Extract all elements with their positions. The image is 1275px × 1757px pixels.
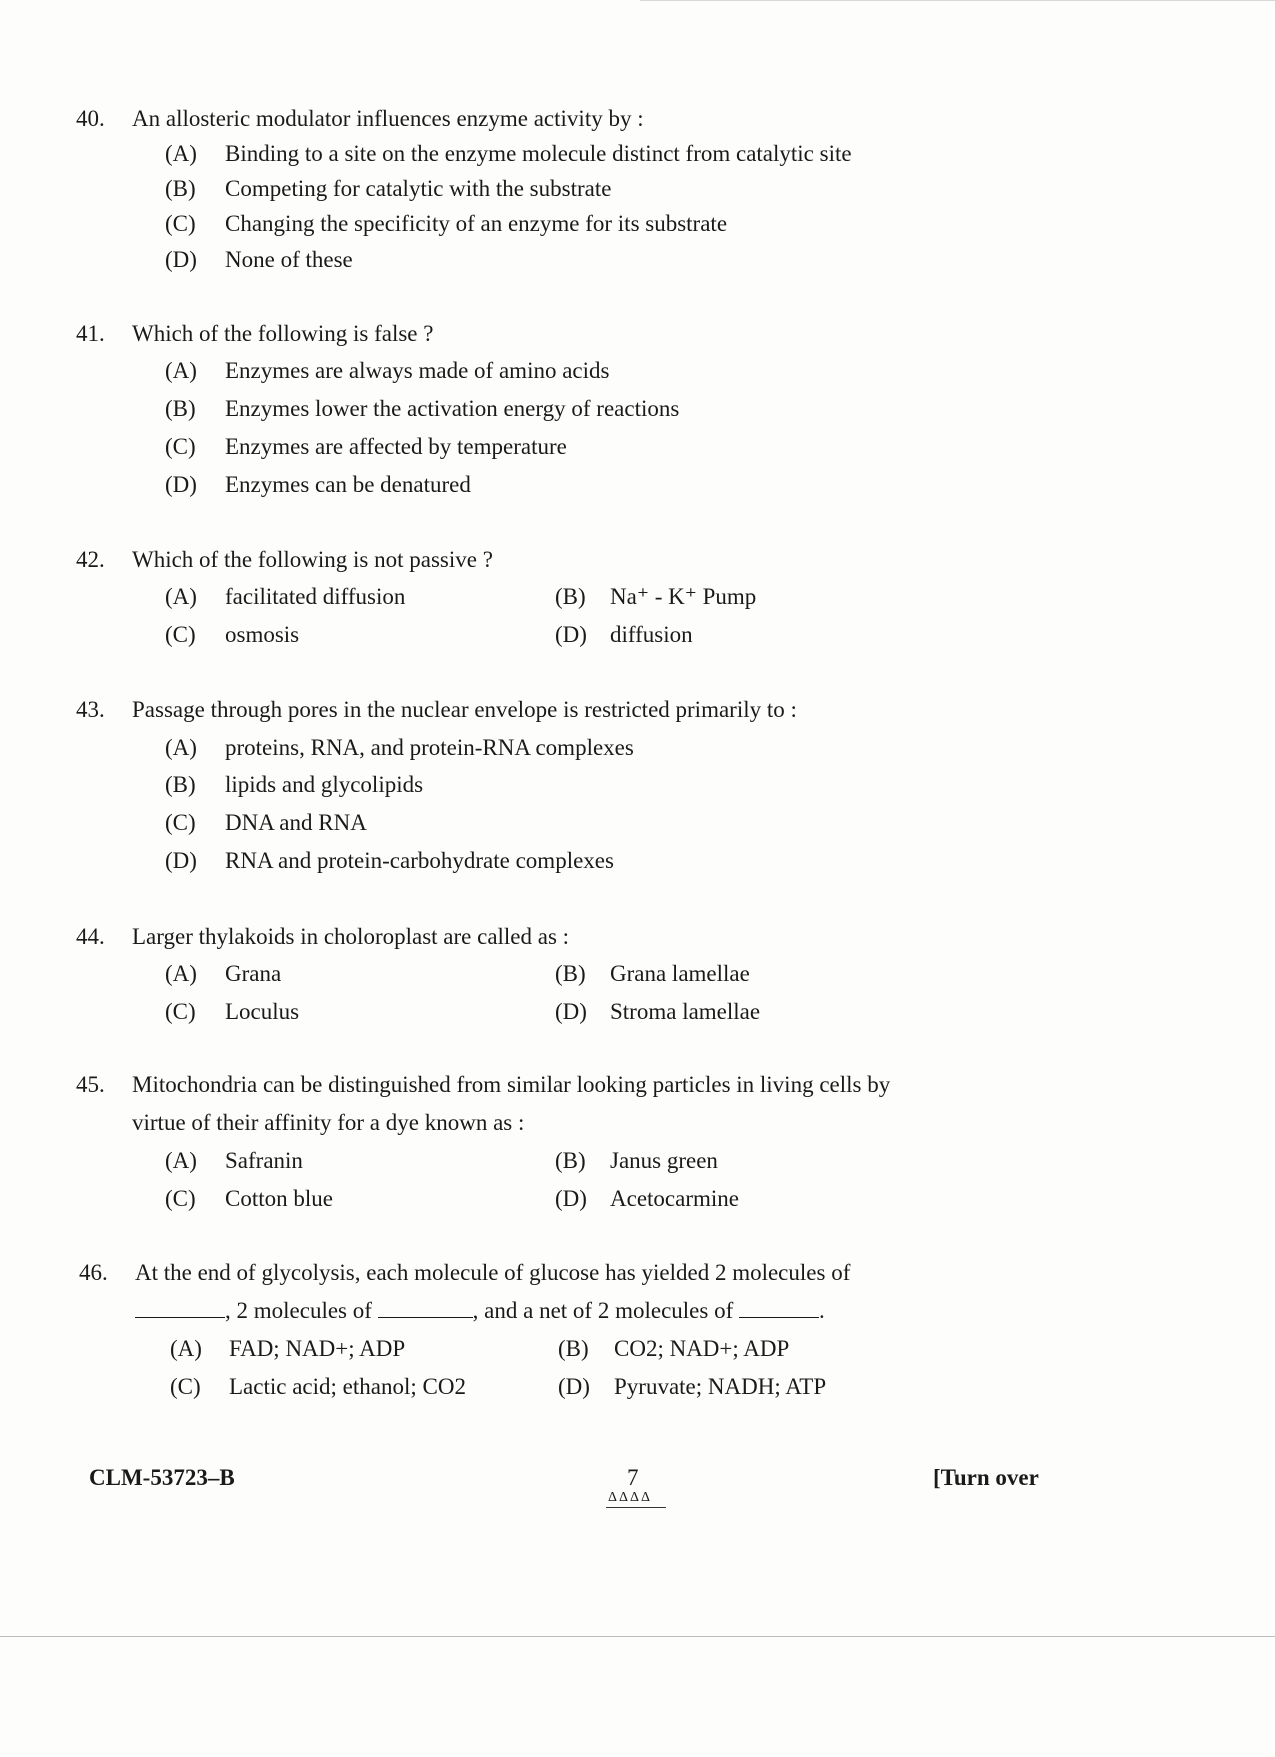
option-text: RNA and protein-carbohydrate complexes: [225, 848, 614, 873]
answer-blank: [135, 1299, 225, 1318]
question-text: At the end of glycolysis, each molecule of glucose has yielded 2 molecules of: [135, 1260, 851, 1285]
option-label: (C): [165, 622, 196, 647]
question-number: 41.: [76, 321, 105, 346]
option-text: Changing the specificity of an enzyme for its substrate: [225, 211, 728, 236]
option-text: Janus green: [610, 1148, 718, 1173]
option-text: osmosis: [225, 622, 300, 647]
option-label: (B): [165, 772, 196, 797]
option-label: (C): [170, 1374, 201, 1399]
option-label: (D): [165, 247, 197, 272]
option-text: Safranin: [225, 1148, 303, 1173]
question-text: , and a net of 2 molecules of: [472, 1298, 734, 1323]
option-label: (A): [165, 584, 197, 609]
page-marks: ΔΔΔΔ: [608, 1490, 653, 1505]
question-text-line2: [135, 1299, 825, 1322]
option-label: (B): [558, 1336, 589, 1361]
option-label: (A): [170, 1336, 202, 1361]
question-number: 42.: [76, 547, 105, 572]
option-text: proteins, RNA, and protein-RNA complexes: [225, 735, 634, 760]
page-marks-underline: [606, 1507, 666, 1508]
option-text: diffusion: [610, 622, 693, 647]
page-number: 7: [627, 1465, 639, 1490]
option-text: Acetocarmine: [610, 1186, 739, 1211]
option-label: (D): [555, 622, 587, 647]
question-text: .: [819, 1298, 825, 1323]
question-number: 45.: [76, 1072, 105, 1097]
question-text: , 2 molecules of: [225, 1298, 372, 1323]
question-number: 44.: [76, 924, 105, 949]
option-text: DNA and RNA: [225, 810, 367, 835]
option-label: (D): [555, 999, 587, 1024]
option-text: FAD; NAD+; ADP: [229, 1336, 406, 1361]
page-bottom-rule: [0, 1636, 1275, 1637]
answer-blank: [378, 1299, 473, 1318]
option-text: None of these: [225, 247, 353, 272]
option-label: (C): [165, 211, 196, 236]
question-number: 40.: [76, 106, 105, 131]
option-text: CO2; NAD+; ADP: [614, 1336, 790, 1361]
option-label: (B): [555, 961, 586, 986]
option-label: (A): [165, 961, 197, 986]
option-label: (C): [165, 999, 196, 1024]
question-text: Passage through pores in the nuclear envelope is restricted primarily to :: [132, 697, 797, 722]
option-text: Grana lamellae: [610, 961, 750, 986]
option-label: (D): [165, 472, 197, 497]
option-label: (B): [555, 1148, 586, 1173]
option-text: facilitated diffusion: [225, 584, 406, 609]
option-text: Enzymes lower the activation energy of reactions: [225, 396, 680, 421]
paper-code: CLM-53723–B: [89, 1465, 235, 1490]
option-label: (B): [555, 584, 586, 609]
option-text: Enzymes can be denatured: [225, 472, 471, 497]
option-label: (A): [165, 735, 197, 760]
option-label: (B): [165, 176, 196, 201]
option-text: Lactic acid; ethanol; CO2: [229, 1374, 466, 1399]
question-text: Which of the following is false ?: [132, 321, 434, 346]
option-text: Grana: [225, 961, 282, 986]
option-text: Na⁺ - K⁺ Pump: [610, 584, 757, 609]
option-label: (A): [165, 141, 197, 166]
option-label: (C): [165, 810, 196, 835]
question-text: Mitochondria can be distinguished from similar looking particles in living cells by: [132, 1072, 891, 1097]
option-text: Enzymes are always made of amino acids: [225, 358, 610, 383]
question-number: 46.: [79, 1260, 108, 1285]
question-text: virtue of their affinity for a dye known as :: [132, 1110, 525, 1135]
option-label: (C): [165, 1186, 196, 1211]
option-label: (C): [165, 434, 196, 459]
option-text: Enzymes are affected by temperature: [225, 434, 567, 459]
option-text: Competing for catalytic with the substrate: [225, 176, 612, 201]
option-label: (A): [165, 358, 197, 383]
answer-blank: [739, 1299, 819, 1318]
option-label: (B): [165, 396, 196, 421]
option-text: Loculus: [225, 999, 300, 1024]
question-text: Which of the following is not passive ?: [132, 547, 493, 572]
question-number: 43.: [76, 697, 105, 722]
option-text: Binding to a site on the enzyme molecule distinct from catalytic site: [225, 141, 852, 166]
option-text: Stroma lamellae: [610, 999, 761, 1024]
option-text: lipids and glycolipids: [225, 772, 424, 797]
option-text: Cotton blue: [225, 1186, 333, 1211]
option-label: (D): [165, 848, 197, 873]
option-text: Pyruvate; NADH; ATP: [614, 1374, 827, 1399]
option-label: (D): [555, 1186, 587, 1211]
page-top-edge: [640, 0, 1275, 1]
question-text: Larger thylakoids in choloroplast are called as :: [132, 924, 570, 949]
question-text: An allosteric modulator influences enzyme activity by :: [132, 106, 644, 131]
option-label: (D): [558, 1374, 590, 1399]
turn-over-label: [Turn over: [933, 1465, 1039, 1490]
option-label: (A): [165, 1148, 197, 1173]
